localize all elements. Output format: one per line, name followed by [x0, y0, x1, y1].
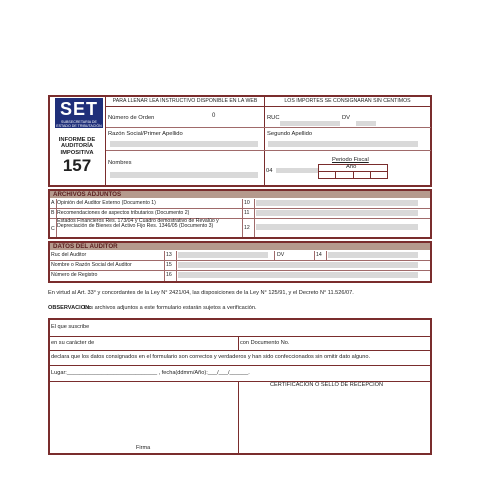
auditor-nombre-num: 15 — [166, 262, 172, 268]
archivos-row-b-letter: B — [51, 210, 55, 216]
auditor-dv-num: 14 — [316, 252, 322, 258]
archivos-field-c[interactable] — [256, 224, 418, 230]
archivos-row-c-text: Estados Financieros Res. 173/04 y Cuadro demostrativo de Revalúo y Depreciación de Bienes del Activo Fijo Res. 1346/05 (Documento 3) — [57, 218, 219, 230]
observacion-text: Los archivos adjuntos a este formulario estarán sujetos a verificación. — [84, 305, 257, 311]
ruc-label: RUC — [267, 115, 280, 121]
ruc-field[interactable] — [280, 121, 340, 126]
auditor-dv-field[interactable] — [328, 252, 418, 258]
archivos-row-a-num: 10 — [244, 200, 250, 206]
nro-orden-label: Número de Orden — [108, 115, 155, 121]
auditor-dv-label: DV — [277, 252, 285, 258]
razon-social-field[interactable] — [110, 141, 258, 147]
legal-text: En virtud al Art. 33° y concordantes de la Ley N° 2421/04, las disposiciones de la Ley N° 125/91, y el Decreto N° 11.526/07. — [48, 290, 354, 296]
razon-social-label: Razón Social/Primer Apellido — [108, 131, 183, 137]
dv-label: DV — [342, 115, 351, 121]
instructions-right: LOS IMPORTES SE CONSIGNARAN SIN CENTIMOS — [284, 98, 411, 104]
auditor-ruc-field[interactable] — [178, 252, 268, 258]
observacion-label: OBSERVACION: — [48, 305, 91, 311]
archivos-row-c-letter: C — [51, 226, 55, 232]
auditor-ruc-num: 13 — [166, 252, 172, 258]
line-04-label: 04 — [266, 168, 273, 174]
archivos-field-b[interactable] — [256, 210, 418, 216]
auditor-registro-num: 16 — [166, 272, 172, 278]
periodo-field[interactable] — [276, 168, 318, 173]
firma-label: Firma — [136, 445, 151, 451]
logo-subtitle: SUBSECRETARÍA DE ESTADO DE TRIBUTACIÓN — [56, 120, 102, 128]
auditor-registro-field[interactable] — [178, 272, 418, 278]
nombres-field[interactable] — [110, 172, 258, 178]
archivos-row-a-text: Opinión del Auditor Externo (Documento 1) — [57, 200, 156, 206]
nombres-label: Nombres — [108, 160, 132, 166]
periodo-label: Periodo Fiscal — [332, 157, 369, 163]
segundo-apellido-label: Segundo Apellido — [267, 131, 313, 137]
declara-text: declara que los datos consignados en el formulario son correctos y verdaderos y han sido confeccionados sin omitir dato alguno. — [51, 354, 371, 360]
lugar-fecha[interactable]: Lugar:_____________________________ , fecha(ddmm/Año):___/___/______. — [51, 370, 250, 376]
caracter-label: en su carácter de — [51, 340, 95, 346]
archivos-heading: ARCHIVOS ADJUNTOS — [50, 191, 430, 198]
form-title: INFORME DE AUDITORÍA IMPOSITIVA — [58, 137, 96, 156]
logo — [55, 98, 103, 128]
archivos-row-c-num: 12 — [244, 225, 250, 231]
auditor-heading: DATOS DEL AUDITOR — [50, 243, 430, 250]
auditor-ruc-label: Ruc del Auditor — [51, 252, 87, 258]
suscribe-label: El que suscribe — [51, 324, 90, 330]
segundo-apellido-field[interactable] — [268, 141, 418, 147]
documento-label: con Documento No. — [240, 340, 290, 346]
form-number: 157 — [62, 156, 92, 175]
instructions-left: PARA LLENAR LEA INSTRUCTIVO DISPONIBLE EN LA WEB — [112, 98, 258, 104]
archivos-row-a-letter: A — [51, 200, 55, 206]
auditor-registro-label: Número de Registro — [51, 272, 98, 278]
auditor-nombre-field[interactable] — [178, 262, 418, 268]
auditor-nombre-label: Nombre o Razón Social del Auditor — [51, 262, 132, 268]
nro-orden-value[interactable]: 0 — [212, 113, 216, 119]
archivos-row-b-num: 11 — [244, 210, 250, 216]
certificacion-label: CERTIFICACION O SELLO DE RECEPCION — [270, 382, 384, 388]
anio-label: Año — [346, 164, 357, 170]
logo-mark: SET — [55, 98, 103, 120]
archivos-row-b-text: Recomendaciones de aspectos tributarios (Documento 2) — [57, 210, 190, 216]
dv-field[interactable] — [356, 121, 376, 126]
archivos-field-a[interactable] — [256, 200, 418, 206]
